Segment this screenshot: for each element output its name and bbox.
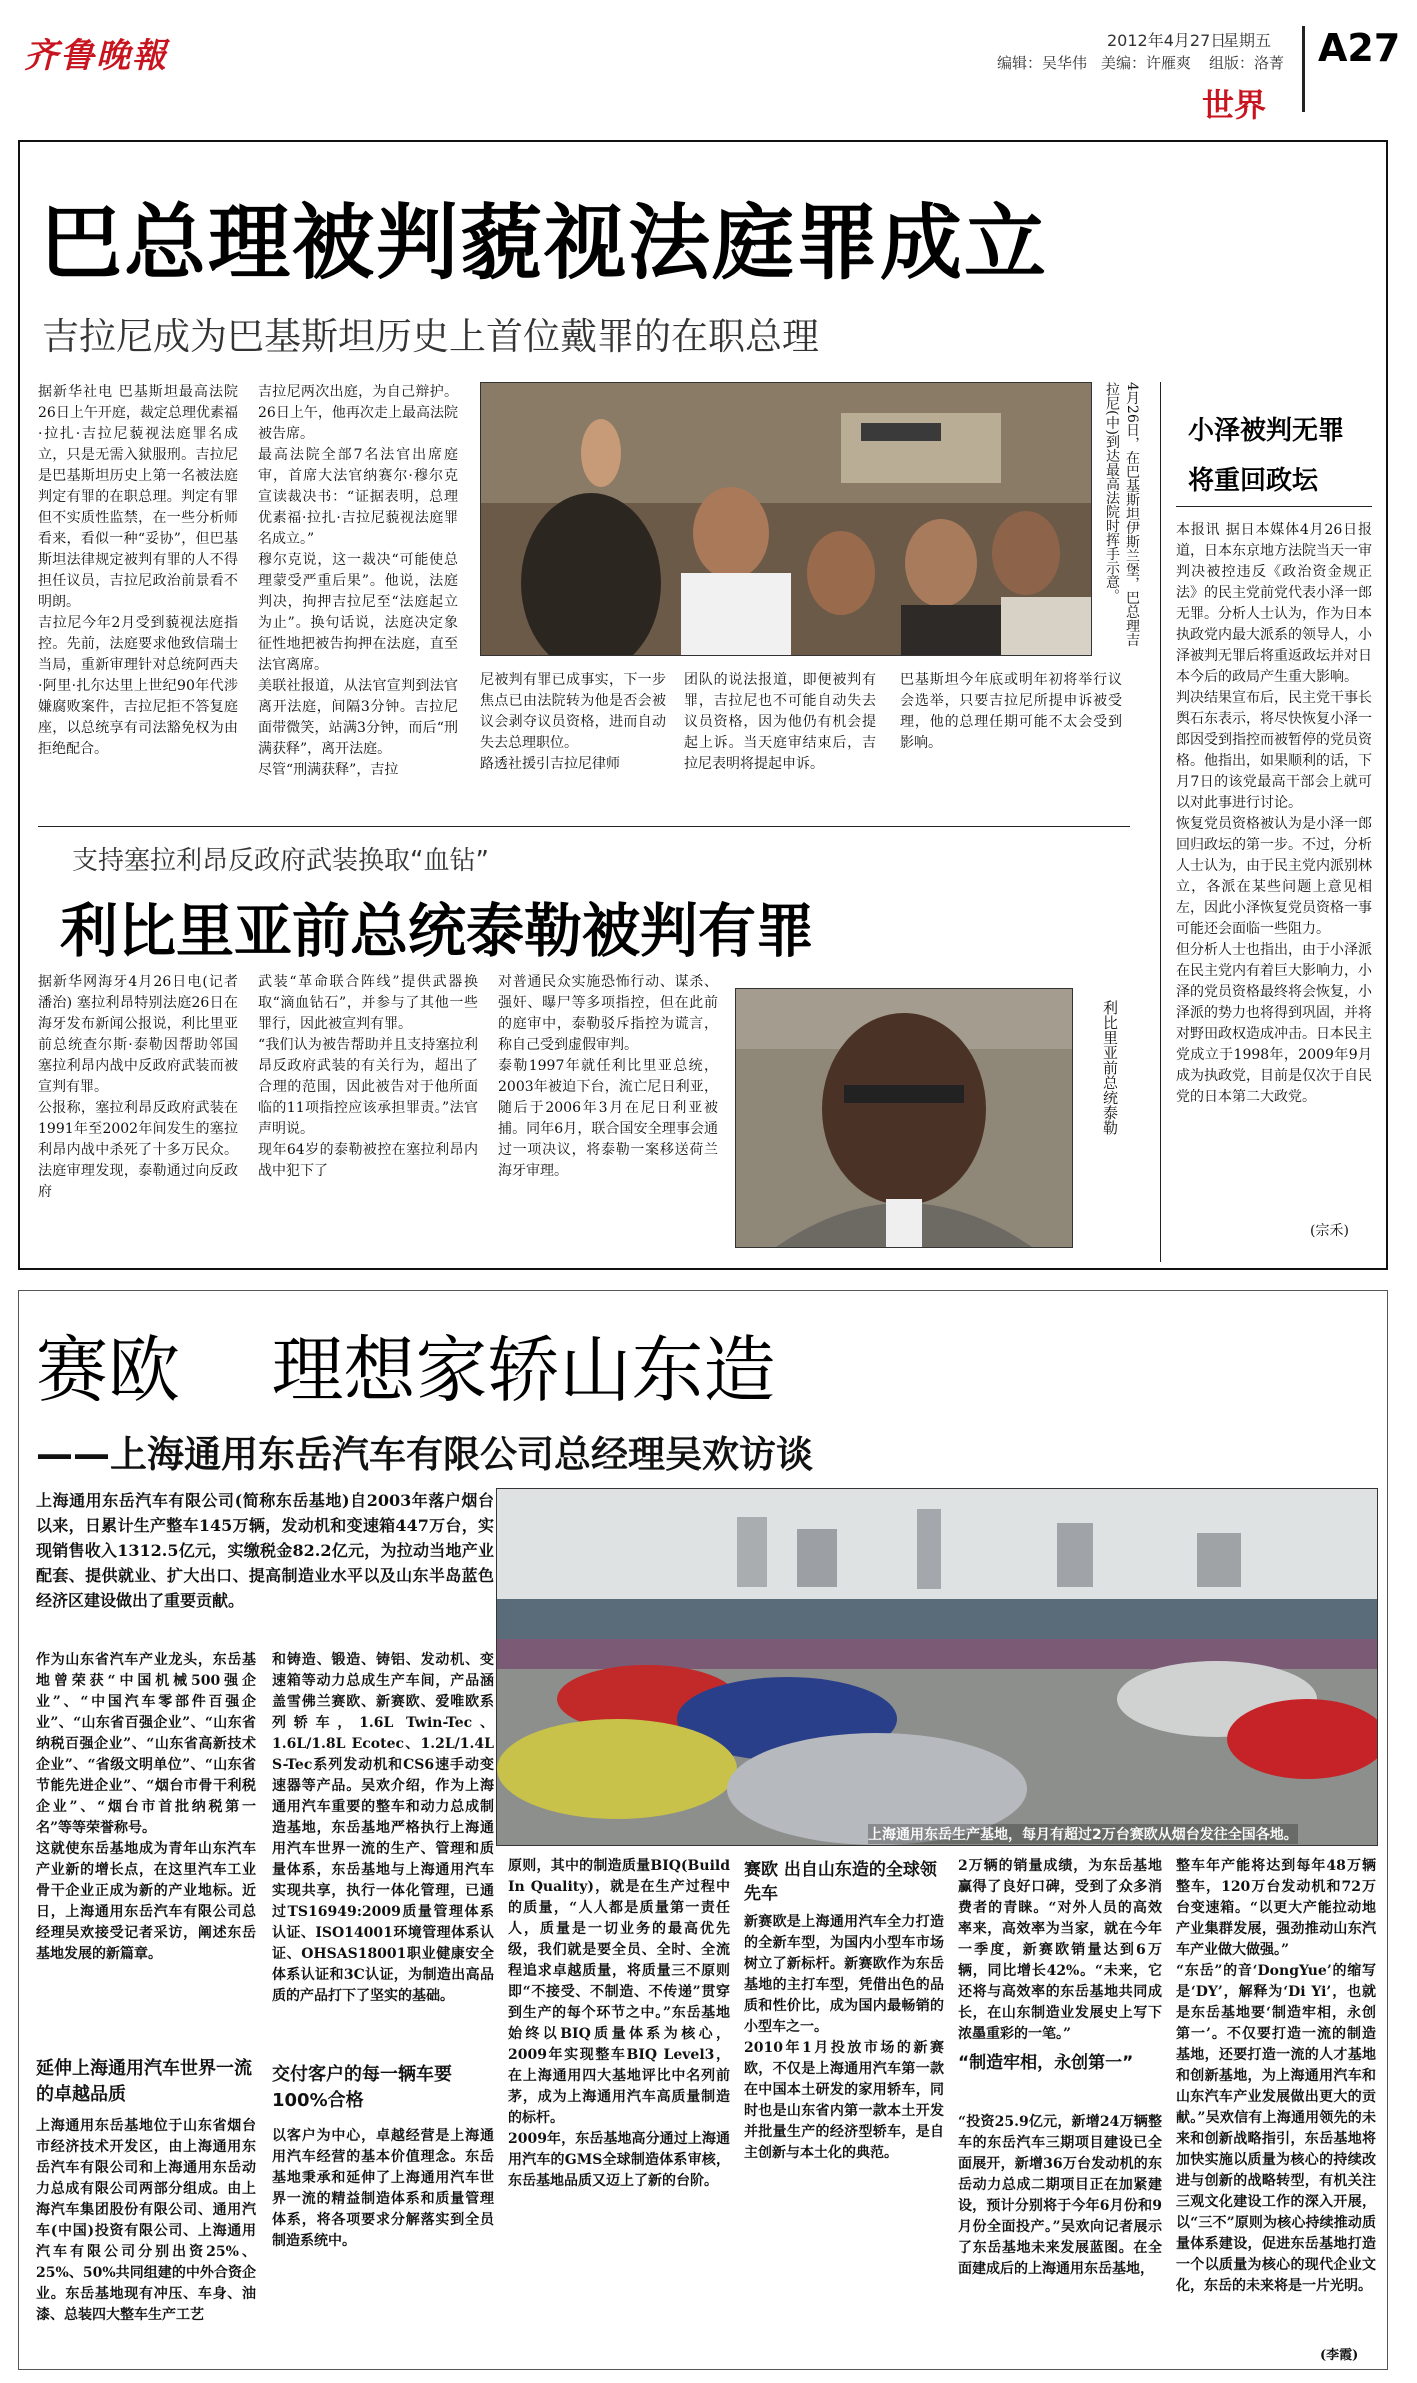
taylor-photo	[735, 988, 1073, 1248]
factory-photo	[496, 1488, 1378, 1846]
ad-colA: 作为山东省汽车产业龙头，东岳基地曾荣获“中国机械500强企业”、“中国汽车零部件百强企业”、“山东省百强企业”、“山东省纳税百强企业”、“山东省高新技术企业”、“省级文明单位”、“山东省节能先进企业”、“烟台市骨干利税企业”、“烟台市首批纳税第一名”等等荣誉称号。 这就使东岳基地成为青年山东汽车产业新的增长点，在这里汽车工业骨干企业正成为新的产业地标。近日，上海通用东岳汽车有限公司总经理吴欢接受记者采访，阐述东岳基地发展的新篇章。	[36, 1652, 256, 1962]
story2-col3: 对普通民众实施恐怖行动、谋杀、强奸、曝尸等多项指控，但在此前的庭审中，泰勒驳斥指控为谎言，称自己受到虚假审判。 泰勒1997年就任利比里亚总统，2003年被迫下台，流亡尼日利亚，随后于2006年3月在尼日利亚被捕。同年6月，联合国安全理事会通过一项决议，将泰勒一案移送荷兰海牙审理。	[498, 974, 718, 1179]
sidebar-headline: 小泽被判无罪	[1188, 416, 1345, 446]
sidebar-headline-rule	[1176, 506, 1372, 507]
story1-subhead: 吉拉尼成为巴基斯坦历史上首位戴罪的在职总理	[42, 315, 819, 358]
story2-kicker: 支持塞拉利昂反政府武装换取“血钻”	[72, 846, 489, 876]
story2-col1: 据新华网海牙4月26日电(记者 潘治) 塞拉利昂特别法庭26日在海牙发布新闻公报说，利比里亚前总统查尔斯·泰勒因帮助邻国塞拉利昂内战中反政府武装而被宣判有罪。 公报称，塞拉利昂反政府武装在1991年至2002年间发生的塞拉利昂内战中杀死了十多万民众。法庭审理发现，泰勒通过向反政府	[38, 974, 238, 1200]
sidebar-body: 本报讯 据日本媒体4月26日报道，日本东京地方法院当天一审判决被控违反《政治资金规正法》的民主党前党代表小泽一郎无罪。分析人士认为，作为日本执政党内最大派系的领导人，小泽被判无罪后将重返政坛并对日本今后的政局产生重大影响。 判决结果宣布后，民主党干事长舆石东表示，将尽快恢复小泽一郎因受到指控而被暂停的党员资格。他指出，如果顺利的话，下月7日的该党最高干部会上就可以对此事进行讨论。 恢复党员资格被认为是小泽一郎回归政坛的第一步。不过，分析人士认为，由于民主党内派别林立，各派在某些问题上意见相左，因此小泽恢复党员资格一事可能还会面临一些阻力。 但分析人士也指出，由于小泽派在民主党内有着巨大影响力，小泽的党员资格最终将会恢复，小泽派的势力也将得到巩固，并将对野田政权造成冲击。日本民主党成立于1998年，2009年9月成为执政党，目前是仅次于自民党的日本第二大政党。	[1176, 522, 1372, 1105]
sidebar-byline: (宗禾)	[1310, 1223, 1349, 1239]
ad-colB: 和铸造、锻造、铸铝、发动机、变速箱等动力总成生产车间，产品涵盖雪佛兰赛欧、新赛欧、爱唯欧系列轿车，1.6L Twin-Tec、1.6L/1.8L Ecotec、1.2L/1.4L S-Tec系列发动机和CS6速手动变速器等产品。吴欢介绍，作为上海通用汽车重要的整车和动力总成制造基地，东岳基地严格执行上海通用汽车世界一流的生产、管理和质量体系，东岳基地与上海通用汽车实现共享，执行一体化管理，已通过TS16949:2009质量管理体系认证、ISO14001环境管理体系认证、OHSAS18001职业健康安全体系认证和3C认证，为制造出高品质的产品打下了坚实的基础。	[272, 1652, 494, 2004]
sidebar-headline-line2: 将重回政坛	[1188, 466, 1319, 496]
ad-subB: 交付客户的每一辆车要100%合格	[272, 2064, 452, 2111]
factory-photo-caption: 上海通用东岳生产基地，每月有超过2万台赛欧从烟台发往全国各地。	[868, 1824, 1298, 1844]
story2-col2: 武装“革命联合阵线”提供武器换取“滴血钻石”，并参与了其他一些罪行，因此被宣判有罪。 “我们认为被告帮助并且支持塞拉利昂反政府武装的有关行为，超出了合理的范围，因此被告对于他所面临的11项指控应该承担罪责。”法官声明说。 现年64岁的泰勒被控在塞拉利昂内战中犯下了	[258, 974, 478, 1179]
newspaper-logo: 齐鲁晚報	[24, 36, 168, 76]
ad-colC: 原则，其中的制造质量BIQ(Build In Quality)，就是在生产过程中的质量，“人人都是质量第一责任人，质量是一切业务的最高优先级，我们就是要全员、全时、全流程追求卓越质量，将质量三不原则即“不接受、不制造、不传递”贯穿到生产的每个环节之中。”东岳基地始终以BIQ质量体系为核心，2009年实现整车BIQ Level3，在上海通用四大基地评比中名列前茅，成为上海通用汽车高质量制造的标杆。 2009年，东岳基地高分通过上海通用汽车的GMS全球制造体系审核，东岳基地品质又迈上了新的台阶。	[508, 1858, 730, 2189]
header-divider	[1302, 26, 1305, 112]
story1-col2: 吉拉尼两次出庭，为自己辩护。26日上午，他再次走上最高法院被告席。 最高法院全部7名法官出席庭审，首席大法官纳赛尔·穆尔克宣读裁决书：“证据表明，总理优素福·拉扎·吉拉尼藐视法庭罪名成立。” 穆尔克说，这一裁决“可能使总理蒙受严重后果”。他说，法庭判决，拘押吉拉尼至“法庭起立为止”。换句话说，法庭决定象征性地把被告拘押在法庭，直至法官离席。 美联社报道，从法官宣判到法官离开法庭，间隔3分钟。吉拉尼面带微笑，站满3分钟，而后“刑满获释”，离开法庭。 尽管“刑满获释”，吉拉	[258, 384, 458, 778]
story1-bottom-rule	[38, 826, 1130, 827]
ad-colD: 新赛欧是上海通用汽车全力打造的全新车型，为国内小型车市场树立了新标杆。新赛欧作为东岳基地的主打车型，凭借出色的品质和性价比，成为国内最畅销的小型车之一。 2010年1月投放市场的新赛欧，不仅是上海通用汽车第一款在中国本土研发的家用轿车，同时也是山东省内第一款本土开发并批量生产的经济型轿车，是自主创新与本土化的典范。	[744, 1914, 944, 2161]
ad-byline: (李霞)	[1320, 2348, 1359, 2363]
story1-col4: 团队的说法报道，即便被判有罪，吉拉尼也不可能自动失去议员资格，因为他仍有机会提起上诉。当天庭审结束后，吉拉尼表明将提起申诉。	[684, 672, 876, 772]
story1-col5: 巴基斯坦今年底或明年初将举行议会选举，只要吉拉尼所提申诉被受理，他的总理任期可能不太会受到影响。	[900, 672, 1122, 751]
crowd-illustration	[481, 383, 1091, 655]
ad-lead: 上海通用东岳汽车有限公司(简称东岳基地)自2003年落户烟台以来，日累计生产整车145万辆，发动机和变速箱447万台，实现销售收入1312.5亿元，实缴税金82.2亿元，为拉动当地产业配套、提供就业、扩大出口、提高制造业水平以及山东半岛蓝色经济区建设做出了重要贡献。	[36, 1491, 494, 1610]
sidebar-divider	[1160, 382, 1161, 1262]
issue-weekday: 星期五	[1223, 31, 1272, 50]
designer-credit: 美编：许雁爽	[1101, 54, 1192, 72]
story2-headline: 利比里亚前总统泰勒被判有罪	[60, 897, 815, 965]
ad-subE: “制造牢相，永创第一”	[958, 2053, 1134, 2073]
ad-colE: 2万辆的销量成绩，为东岳基地赢得了良好口碑，受到了众多消费者的青睐。“对外人员的高效率来，高效率为当家，就在今年一季度，新赛欧销量达到6万辆，同比增长42%。“未来，它还将与高效率的东岳基地共同成长，在山东制造业发展史上写下浓墨重彩的一笔。”	[958, 1858, 1162, 2042]
ad-headline: 赛欧 理想家轿山东造	[36, 1328, 776, 1412]
section-name: 世界	[1202, 86, 1267, 124]
taylor-portrait	[736, 989, 1072, 1247]
editor-credit: 编辑：吴华伟	[997, 54, 1088, 72]
ad-colA2: 上海通用东岳基地位于山东省烟台市经济技术开发区，由上海通用东岳汽车有限公司和上海通用东岳动力总成有限公司两部分组成。由上海汽车集团股份有限公司、通用汽车(中国)投资有限公司、上海通用汽车有限公司分别出资25%、25%、50%共同组建的中外合资企业。东岳基地现有冲压、车身、油漆、总装四大整车生产工艺	[36, 2118, 256, 2323]
story1-headline: 巴总理被判藐视法庭罪成立	[40, 196, 1049, 291]
issue-date: 2012年4月27日	[1107, 31, 1227, 50]
ad-subD: 赛欧 出自山东造的全球领先车	[744, 1860, 937, 1904]
story1-col3: 尼被判有罪已成事实，下一步焦点已由法院转为他是否会被议会剥夺议员资格，进而自动失去总理职位。 路透社援引吉拉尼律师	[480, 672, 666, 772]
ad-colE2: “投资25.9亿元，新增24万辆整车的东岳汽车三期项目建设已全面展开，新增36万台发动机的东岳动力总成二期项目正在加紧建设，预计分别将于今年6月份和9月份全面投产。”吴欢向记者展示了东岳基地未来发展蓝图。在全面建成后的上海通用东岳基地，	[958, 2114, 1162, 2277]
gilani-photo	[480, 382, 1092, 656]
story1-col1: 据新华社电 巴基斯坦最高法院26日上午开庭，裁定总理优素福·拉扎·吉拉尼藐视法庭罪名成立，只是无需入狱服刑。吉拉尼是巴基斯坦历史上第一名被法庭判定有罪的在职总理。判定有罪但不实质性监禁，在一些分析师看来，看似一种“妥协”，但巴基斯坦法律规定被判有罪的人不得担任议员，吉拉尼政治前景看不明朗。 吉拉尼今年2月受到藐视法庭指控。先前，法庭要求他致信瑞士当局，重新审理针对总统阿西夫·阿里·扎尔达里上世纪90年代涉嫌腐败案件，吉拉尼拒不答复庭座，以总统享有司法豁免权为由拒绝配合。	[38, 384, 238, 757]
ad-subA: 延伸上海通用汽车世界一流的卓越品质	[36, 2058, 252, 2105]
page-number: A27	[1318, 26, 1401, 70]
car-lot-illustration	[497, 1489, 1377, 1845]
ad-colF: 整车年产能将达到每年48万辆整车，120万台发动机和72万台变速箱。“以更大产能拉动地产业集群发展，强劲推动山东汽车产业做大做强。” “东岳”的音‘DongYue’的缩写是‘DY’，解释为‘Di Yi’，也就是东岳基地要‘制造牢相，永创第一’。不仅要打造一流的制造基地，还要打造一流的人才基地和创新基地，为上海通用汽车和山东汽车产业发展做出更大的贡献。”吴欢信有上海通用领先的未来和创新战略指引，东岳基地将加快实施以质量为核心的持续改进与创新的战略转型，有机关注三观文化建设工作的深入开展，以“三不”原则为核心持续推动质量体系建设，促进东岳基地打造一个以质量为核心的现代企业文化，东岳的未来将是一片光明。	[1176, 1858, 1376, 2294]
layout-credit: 组版：洛菁	[1209, 54, 1285, 72]
taylor-photo-caption: 利比里亚前总统泰勒	[1101, 1000, 1119, 1135]
gilani-photo-caption: 4月26日，在巴基斯坦伊斯兰堡，巴总理吉拉尼(中)到达最高法院时挥手示意。	[1104, 382, 1140, 647]
ad-subhead: ——上海通用东岳汽车有限公司总经理吴欢访谈	[36, 1433, 813, 1476]
ad-colB2: 以客户为中心，卓越经营是上海通用汽车经营的基本价值理念。东岳基地秉承和延伸了上海通用汽车世界一流的精益制造体系和质量管理体系，将各项要求分解落实到全员制造系统中。	[272, 2128, 494, 2249]
